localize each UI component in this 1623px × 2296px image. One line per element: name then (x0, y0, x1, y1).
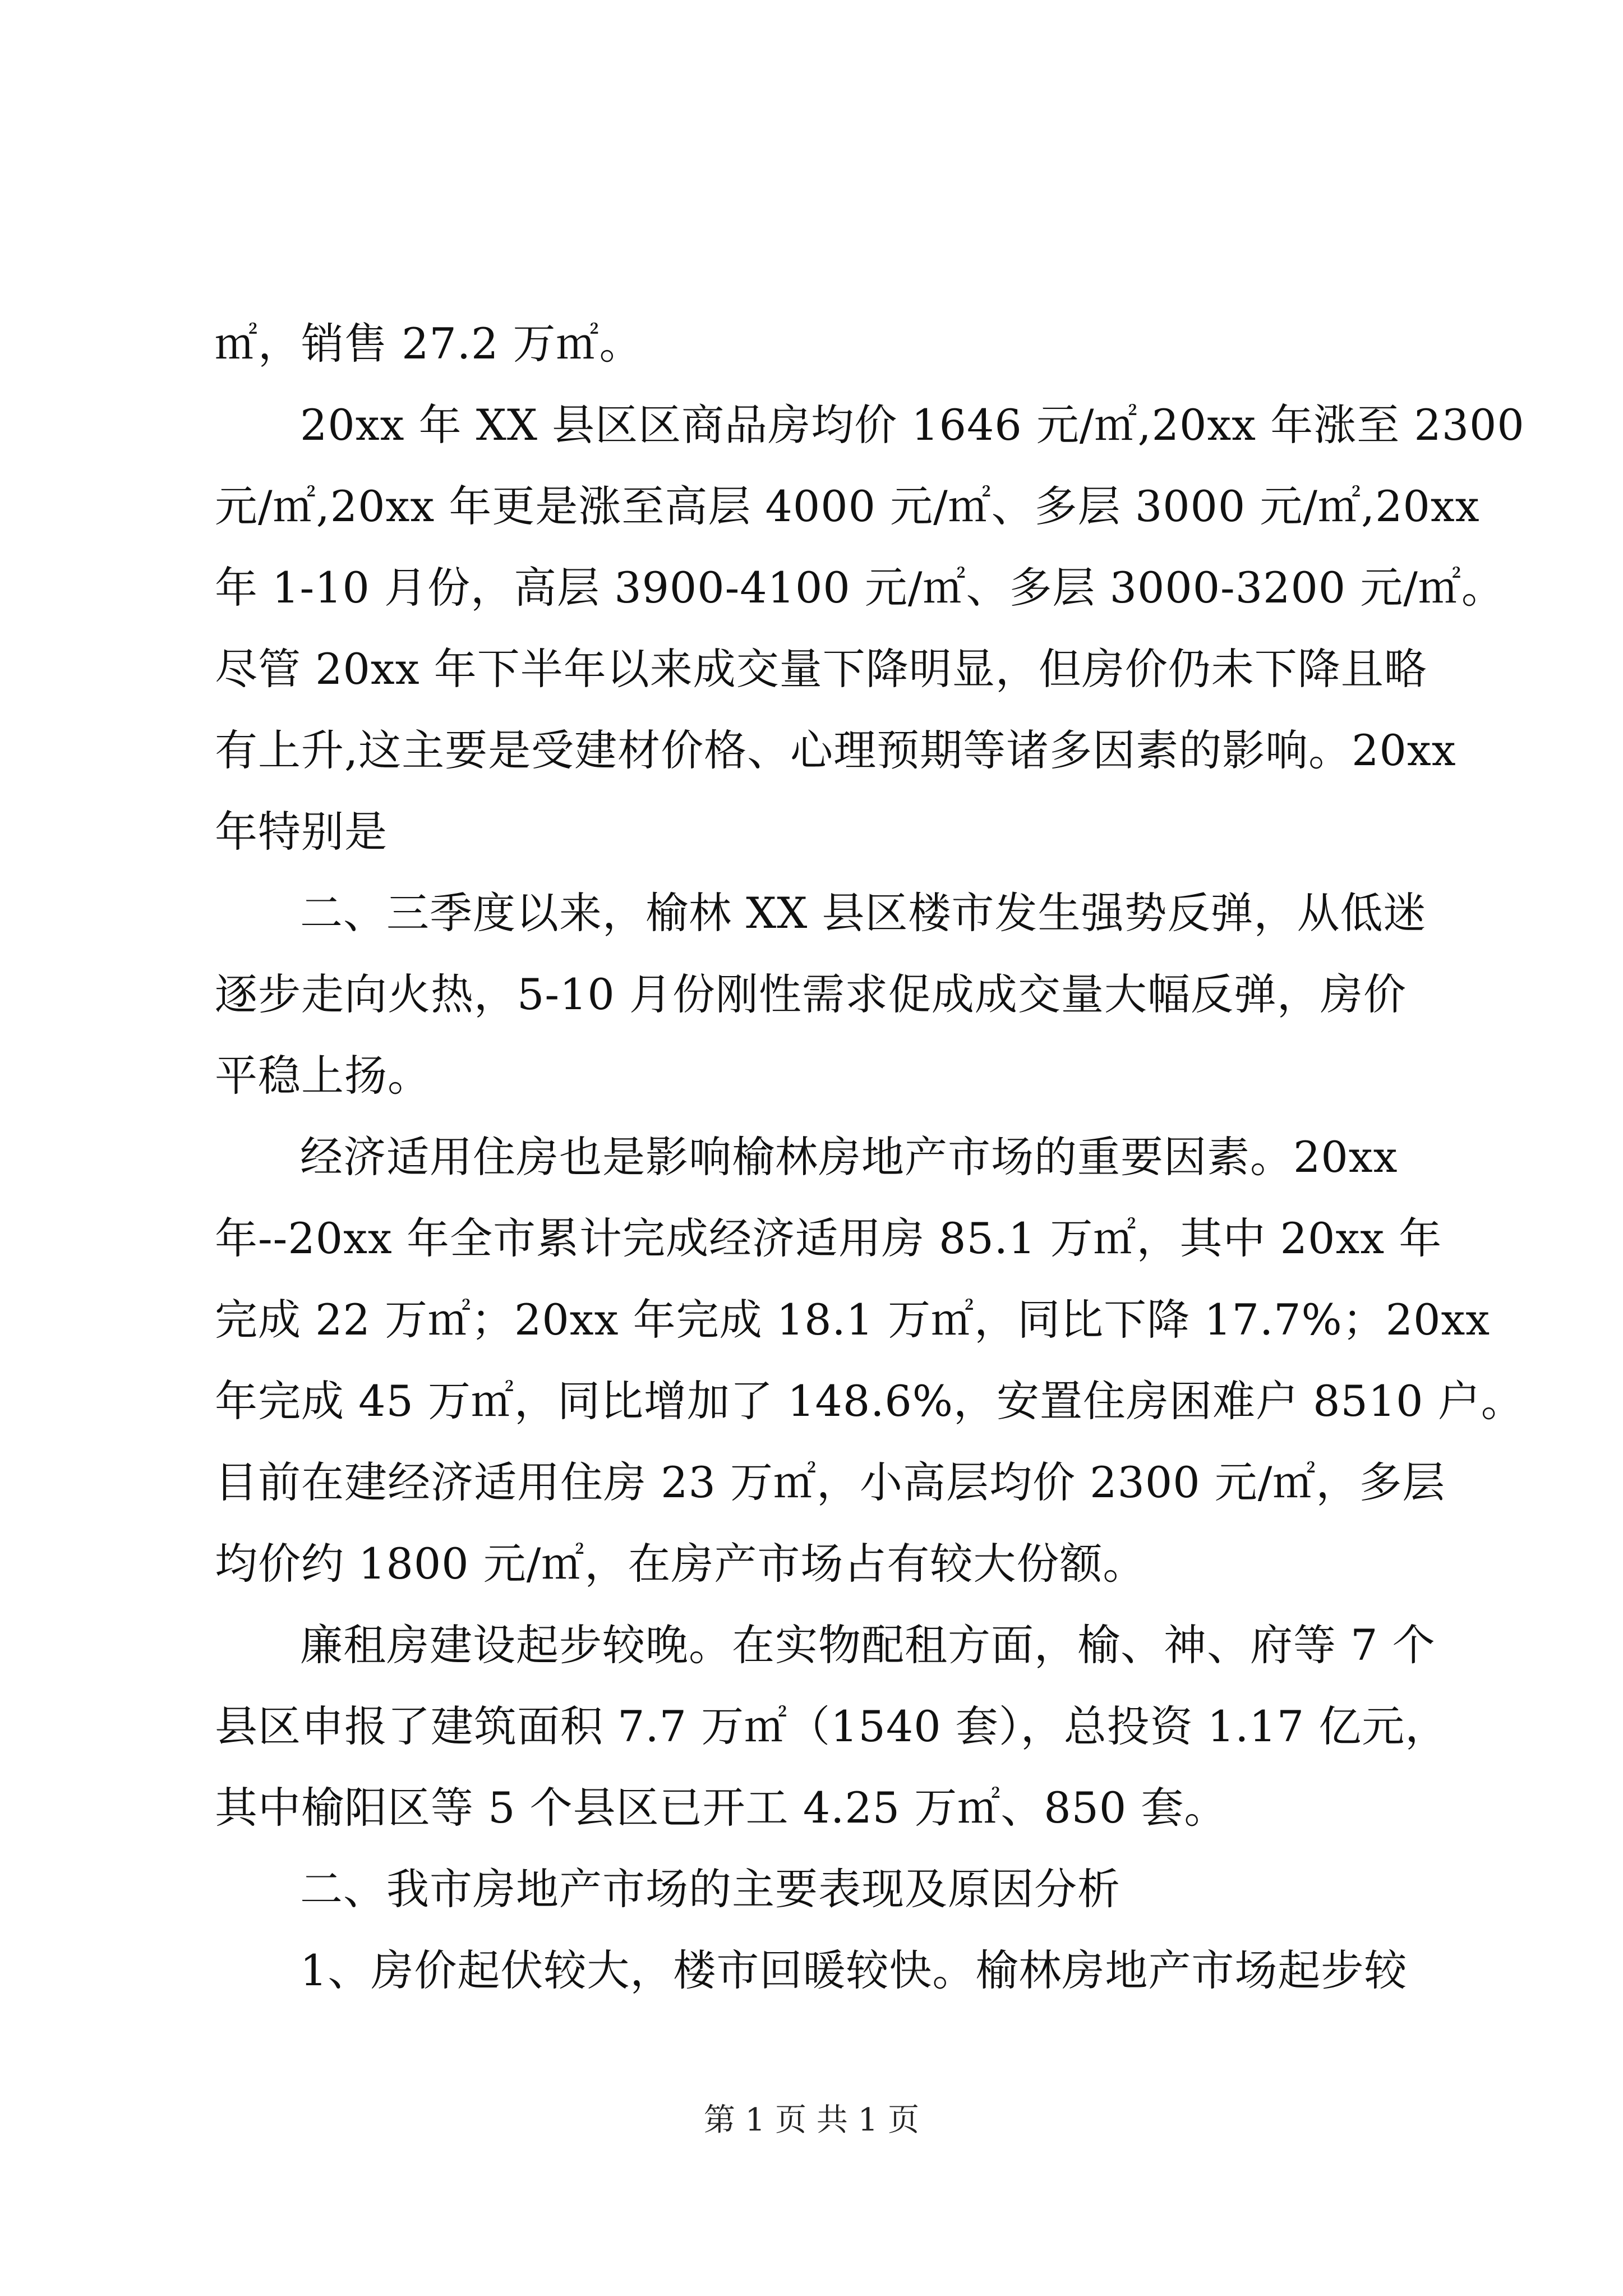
text-line: 尽管 20xx 年下半年以来成交量下降明显，但房价仍未下降且略 (215, 644, 1427, 694)
text-line: 均价约 1800 元/㎡，在房产市场占有较大份额。 (215, 1539, 1146, 1589)
text-line: 目前在建经济适用住房 23 万㎡，小高层均价 2300 元/㎡，多层 (215, 1457, 1446, 1507)
document-body (215, 303, 1525, 2011)
text-line: 县区申报了建筑面积 7.7 万㎡（1540 套），总投资 1.17 亿元， (215, 1701, 1449, 1751)
page-footer: 第 1 页 共 1 页 (703, 2102, 920, 2138)
paragraph-start-line: 20xx 年 XX 县区区商品房均价 1646 元/㎡,20xx 年涨至 2300 (300, 400, 1525, 450)
text-line: 逐步走向火热，5-10 月份刚性需求促成成交量大幅反弹，房价 (215, 969, 1407, 1019)
text-line: 其中榆阳区等 5 个县区已开工 4.25 万㎡、850 套。 (215, 1783, 1228, 1833)
paragraph-start-line: 廉租房建设起步较晚。在实物配租方面，榆、神、府等 7 个 (300, 1620, 1436, 1670)
text-line: 平稳上扬。 (215, 1051, 431, 1101)
text-line: 年 1-10 月份，高层 3900-4100 元/㎡、多层 3000-3200 元/㎡。 (215, 563, 1505, 613)
text-line: 年--20xx 年全市累计完成经济适用房 85.1 万㎡，其中 20xx 年 (215, 1213, 1442, 1263)
text-line: ㎡，销售 27.2 万㎡。 (215, 319, 643, 369)
paragraph-start-line: 1、房价起伏较大，楼市回暖较快。榆林房地产市场起步较 (300, 1945, 1408, 1995)
paragraph-start-line: 经济适用住房也是影响榆林房地产市场的重要因素。20xx (300, 1132, 1398, 1182)
text-line: 年完成 45 万㎡，同比增加了 148.6%，安置住房困难户 8510 户。 (215, 1376, 1524, 1426)
text-line: 元/㎡,20xx 年更是涨至高层 4000 元/㎡、多层 3000 元/㎡,20xx (215, 481, 1480, 531)
text-line: 年特别是 (215, 807, 388, 857)
section-heading: 二、我市房地产市场的主要表现及原因分析 (300, 1864, 1121, 1914)
text-line: 完成 22 万㎡；20xx 年完成 18.1 万㎡，同比下降 17.7%；20xx (215, 1295, 1491, 1345)
paragraph-start-line: 二、三季度以来，榆林 XX 县区楼市发生强势反弹，从低迷 (300, 888, 1427, 938)
text-line: 有上升,这主要是受建材价格、心理预期等诸多因素的影响。20xx (215, 725, 1456, 775)
